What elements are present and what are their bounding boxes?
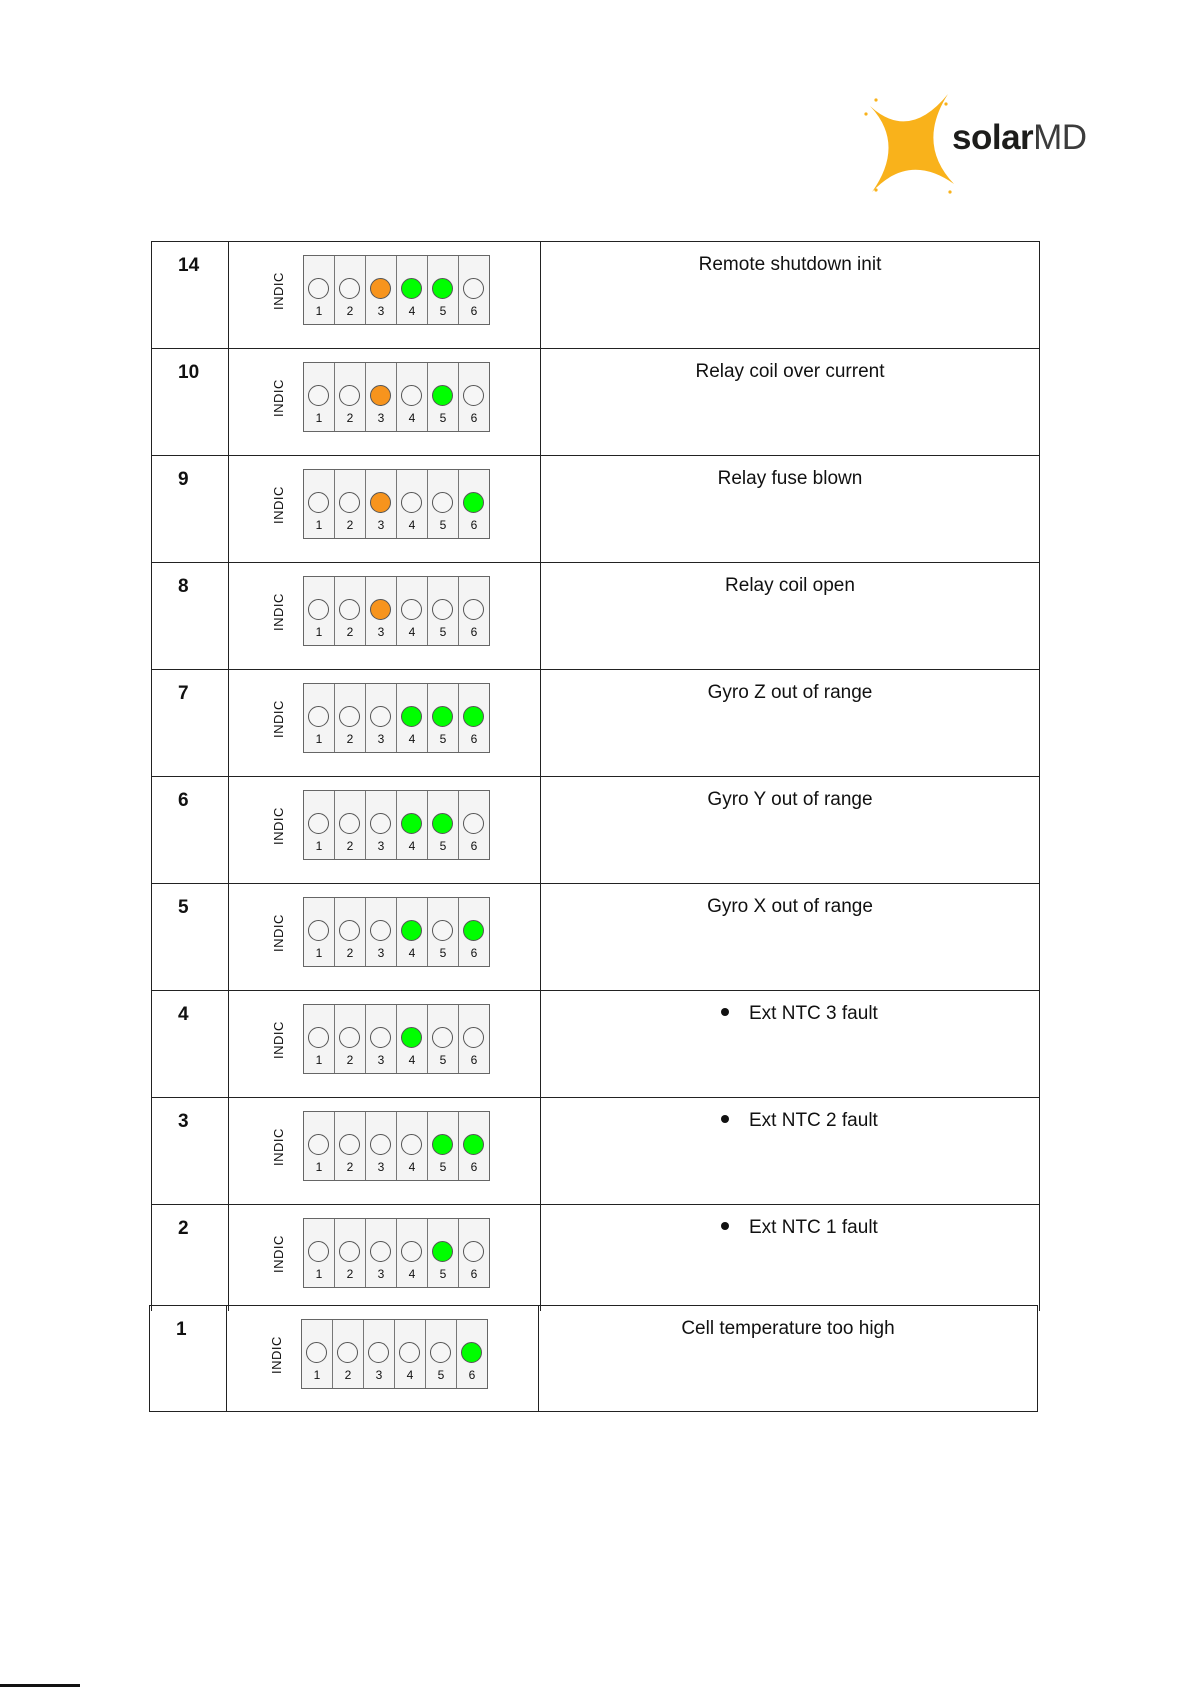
table-row	[151, 562, 1040, 669]
indicator-slot	[397, 363, 428, 431]
slot-number: 4	[408, 946, 416, 960]
fault-code: 1	[176, 1319, 187, 1340]
indicator-slot	[366, 898, 397, 966]
indicator-panel	[303, 683, 490, 753]
indicator-slot	[335, 577, 366, 645]
table-row	[151, 455, 1040, 562]
slot-number: 1	[315, 839, 323, 853]
indicator-label: INDIC	[271, 700, 286, 738]
table-row	[151, 883, 1040, 990]
slot-number: 6	[470, 518, 478, 532]
table-row	[151, 348, 1040, 455]
led-off-icon	[306, 1342, 327, 1363]
logo-word-solar: solar	[952, 118, 1034, 157]
led-off-icon	[370, 706, 391, 727]
slot-number: 3	[377, 732, 385, 746]
slot-number: 3	[377, 839, 385, 853]
fault-description: Gyro Z out of range	[707, 682, 873, 703]
led-off-icon	[339, 813, 360, 834]
indicator-label: INDIC	[271, 272, 286, 310]
led-off-icon	[339, 1241, 360, 1262]
fault-code: 8	[178, 576, 189, 597]
led-green-icon	[401, 813, 422, 834]
led-off-icon	[308, 1134, 329, 1155]
code-cell	[151, 1097, 228, 1204]
led-green-icon	[432, 1134, 453, 1155]
indicator-panel	[303, 255, 490, 325]
indicator-slot	[335, 1219, 366, 1287]
led-off-icon	[337, 1342, 358, 1363]
led-off-icon	[463, 1241, 484, 1262]
description-cell	[540, 455, 1040, 562]
slot-number: 4	[408, 304, 416, 318]
bullet-icon	[721, 1008, 729, 1016]
bullet-icon	[721, 1222, 729, 1230]
indicator-slot	[397, 1112, 428, 1180]
slot-number: 5	[439, 518, 447, 532]
led-green-icon	[463, 492, 484, 513]
led-off-icon	[401, 599, 422, 620]
indicator-slot	[366, 1112, 397, 1180]
description-cell	[540, 883, 1040, 990]
slot-number: 5	[439, 1160, 447, 1174]
indicator-slot	[304, 363, 335, 431]
indicator-slot	[397, 470, 428, 538]
indicator-label: INDIC	[269, 1336, 284, 1374]
slot-number: 1	[315, 304, 323, 318]
slot-number: 1	[315, 946, 323, 960]
slot-number: 5	[439, 304, 447, 318]
bullet-item	[721, 1003, 878, 1025]
led-off-icon	[308, 599, 329, 620]
indicator-slot	[459, 791, 489, 859]
code-cell	[151, 883, 228, 990]
indicator-slot	[428, 363, 459, 431]
indicator-slot	[304, 684, 335, 752]
indicator-slot	[459, 1005, 489, 1073]
slot-number: 2	[346, 1160, 354, 1174]
indicator-slot	[397, 577, 428, 645]
slot-number: 4	[408, 1053, 416, 1067]
table-row	[149, 1305, 1038, 1412]
indicator-slot	[304, 1005, 335, 1073]
indicator-slot	[335, 898, 366, 966]
led-off-icon	[463, 599, 484, 620]
led-green-icon	[461, 1342, 482, 1363]
led-off-icon	[463, 1027, 484, 1048]
led-off-icon	[430, 1342, 451, 1363]
code-cell	[151, 1204, 228, 1311]
indicator-cell	[228, 348, 540, 455]
table-row	[151, 669, 1040, 776]
slot-number: 5	[439, 946, 447, 960]
indicator-slot	[335, 256, 366, 324]
slot-number: 3	[375, 1368, 383, 1382]
fault-code: 14	[178, 255, 200, 276]
indicator-slot	[366, 1219, 397, 1287]
slot-number: 6	[468, 1368, 476, 1382]
led-off-icon	[432, 492, 453, 513]
indicator-slot	[459, 470, 489, 538]
led-green-icon	[401, 1027, 422, 1048]
slot-number: 4	[408, 518, 416, 532]
slot-number: 5	[439, 411, 447, 425]
indicator-slot	[366, 684, 397, 752]
fault-code: 6	[178, 790, 189, 811]
led-off-icon	[401, 1241, 422, 1262]
indicator-slot	[304, 577, 335, 645]
fault-description: Ext NTC 3 fault	[749, 1003, 878, 1024]
logo-wordmark	[952, 118, 1087, 158]
led-green-icon	[432, 813, 453, 834]
indicator-label: INDIC	[271, 1235, 286, 1273]
indicator-slot	[459, 898, 489, 966]
slot-number: 2	[346, 304, 354, 318]
code-cell	[151, 348, 228, 455]
slot-number: 3	[377, 946, 385, 960]
led-green-icon	[432, 1241, 453, 1262]
slot-number: 1	[315, 1267, 323, 1281]
slot-number: 2	[346, 946, 354, 960]
indicator-slot	[366, 577, 397, 645]
led-off-icon	[339, 920, 360, 941]
led-off-icon	[339, 278, 360, 299]
led-green-icon	[463, 706, 484, 727]
slot-number: 5	[439, 1267, 447, 1281]
fault-description: Gyro X out of range	[707, 896, 873, 917]
slot-number: 6	[470, 1160, 478, 1174]
slot-number: 6	[470, 625, 478, 639]
indicator-slot	[304, 256, 335, 324]
slot-number: 4	[408, 1160, 416, 1174]
led-green-icon	[432, 706, 453, 727]
indicator-slot	[395, 1320, 426, 1388]
indicator-panel	[303, 362, 490, 432]
indicator-slot	[304, 898, 335, 966]
led-green-icon	[401, 920, 422, 941]
indicator-slot	[366, 256, 397, 324]
indicator-slot	[459, 1219, 489, 1287]
code-cell	[151, 776, 228, 883]
indicator-label: INDIC	[271, 486, 286, 524]
code-cell	[151, 241, 228, 348]
slot-number: 4	[408, 1267, 416, 1281]
code-cell	[151, 990, 228, 1097]
led-green-icon	[401, 278, 422, 299]
led-off-icon	[370, 920, 391, 941]
indicator-slot	[333, 1320, 364, 1388]
indicator-slot	[304, 470, 335, 538]
slot-number: 1	[315, 1053, 323, 1067]
fault-description: Cell temperature too high	[681, 1318, 895, 1339]
led-off-icon	[308, 492, 329, 513]
led-orange-icon	[370, 492, 391, 513]
indicator-panel	[303, 1218, 490, 1288]
slot-number: 6	[470, 411, 478, 425]
slot-number: 2	[346, 732, 354, 746]
led-off-icon	[463, 385, 484, 406]
table-row	[151, 776, 1040, 883]
slot-number: 1	[315, 625, 323, 639]
slot-number: 3	[377, 518, 385, 532]
slot-number: 6	[470, 1267, 478, 1281]
led-green-icon	[463, 1134, 484, 1155]
description-cell	[540, 990, 1040, 1097]
indicator-slot	[335, 363, 366, 431]
bullet-item	[721, 1110, 878, 1132]
indicator-slot	[428, 470, 459, 538]
indicator-panel	[303, 1004, 490, 1074]
fault-description: Gyro Y out of range	[707, 789, 873, 810]
slot-number: 4	[408, 839, 416, 853]
led-green-icon	[463, 920, 484, 941]
description-cell	[540, 1097, 1040, 1204]
led-off-icon	[463, 813, 484, 834]
indicator-cell	[228, 241, 540, 348]
indicator-cell	[228, 883, 540, 990]
fault-description: Relay coil open	[725, 575, 855, 596]
table-row	[151, 1204, 1040, 1311]
slot-number: 1	[315, 411, 323, 425]
led-off-icon	[308, 920, 329, 941]
indicator-slot	[459, 577, 489, 645]
led-off-icon	[339, 1134, 360, 1155]
indicator-slot	[426, 1320, 457, 1388]
indicator-slot	[302, 1320, 333, 1388]
slot-number: 5	[439, 1053, 447, 1067]
slot-number: 2	[346, 839, 354, 853]
led-off-icon	[339, 492, 360, 513]
bullet-icon	[721, 1115, 729, 1123]
slot-number: 2	[346, 1267, 354, 1281]
fault-code: 3	[178, 1111, 189, 1132]
led-off-icon	[370, 1027, 391, 1048]
indicator-label: INDIC	[271, 1128, 286, 1166]
fault-code: 9	[178, 469, 189, 490]
led-off-icon	[401, 1134, 422, 1155]
led-green-icon	[401, 706, 422, 727]
indicator-panel	[303, 1111, 490, 1181]
indicator-label: INDIC	[271, 593, 286, 631]
slot-number: 5	[437, 1368, 445, 1382]
indicator-cell	[226, 1305, 538, 1412]
led-green-icon	[432, 385, 453, 406]
description-cell	[540, 348, 1040, 455]
indicator-slot	[428, 256, 459, 324]
indicator-panel	[303, 576, 490, 646]
indicator-cell	[228, 990, 540, 1097]
indicator-slot	[397, 684, 428, 752]
code-cell	[151, 455, 228, 562]
slot-number: 1	[313, 1368, 321, 1382]
slot-number: 5	[439, 625, 447, 639]
indicator-cell	[228, 562, 540, 669]
slot-number: 2	[346, 625, 354, 639]
slot-number: 3	[377, 1053, 385, 1067]
indicator-slot	[304, 1112, 335, 1180]
indicator-cell	[228, 455, 540, 562]
indicator-cell	[228, 1204, 540, 1311]
slot-number: 6	[470, 1053, 478, 1067]
slot-number: 3	[377, 1267, 385, 1281]
indicator-slot	[335, 470, 366, 538]
indicator-slot	[397, 791, 428, 859]
indicator-slot	[459, 363, 489, 431]
fault-code: 7	[178, 683, 189, 704]
indicator-panel	[303, 790, 490, 860]
description-cell	[540, 562, 1040, 669]
indicator-slot	[366, 791, 397, 859]
led-off-icon	[401, 385, 422, 406]
slot-number: 1	[315, 1160, 323, 1174]
led-off-icon	[308, 385, 329, 406]
led-orange-icon	[370, 385, 391, 406]
indicator-slot	[366, 1005, 397, 1073]
slot-number: 4	[408, 732, 416, 746]
slot-number: 1	[315, 732, 323, 746]
description-cell	[540, 1204, 1040, 1311]
slot-number: 2	[346, 1053, 354, 1067]
fault-code: 10	[178, 362, 200, 383]
indicator-slot	[366, 363, 397, 431]
indicator-panel	[303, 469, 490, 539]
indicator-slot	[397, 1005, 428, 1073]
description-cell	[540, 241, 1040, 348]
indicator-slot	[457, 1320, 487, 1388]
led-off-icon	[370, 1241, 391, 1262]
indicator-slot	[428, 1005, 459, 1073]
description-cell	[540, 776, 1040, 883]
indicator-label: INDIC	[271, 914, 286, 952]
fault-code: 5	[178, 897, 189, 918]
description-cell	[540, 669, 1040, 776]
led-off-icon	[368, 1342, 389, 1363]
indicator-slot	[459, 1112, 489, 1180]
led-off-icon	[370, 1134, 391, 1155]
slot-number: 3	[377, 1160, 385, 1174]
indicator-slot	[428, 898, 459, 966]
slot-number: 2	[346, 411, 354, 425]
indicator-slot	[428, 1219, 459, 1287]
led-orange-icon	[370, 278, 391, 299]
bullet-item	[721, 1217, 878, 1239]
slot-number: 4	[408, 411, 416, 425]
slot-number: 4	[406, 1368, 414, 1382]
indicator-panel	[303, 897, 490, 967]
indicator-slot	[459, 256, 489, 324]
led-off-icon	[308, 1027, 329, 1048]
led-off-icon	[308, 706, 329, 727]
indicator-slot	[397, 256, 428, 324]
table-row	[151, 990, 1040, 1097]
slot-number: 2	[344, 1368, 352, 1382]
slot-number: 4	[408, 625, 416, 639]
fault-description: Ext NTC 2 fault	[749, 1110, 878, 1131]
logo-word-md: MD	[1033, 118, 1087, 157]
indicator-label: INDIC	[271, 807, 286, 845]
led-off-icon	[399, 1342, 420, 1363]
led-off-icon	[308, 278, 329, 299]
led-off-icon	[339, 1027, 360, 1048]
slot-number: 6	[470, 946, 478, 960]
indicator-cell	[228, 1097, 540, 1204]
indicator-slot	[397, 898, 428, 966]
slot-number: 6	[470, 839, 478, 853]
indicator-slot	[335, 684, 366, 752]
led-orange-icon	[370, 599, 391, 620]
indicator-slot	[428, 577, 459, 645]
indicator-cell	[228, 669, 540, 776]
code-cell	[151, 669, 228, 776]
fault-code: 2	[178, 1218, 189, 1239]
slot-number: 3	[377, 304, 385, 318]
indicator-slot	[428, 791, 459, 859]
indicator-slot	[428, 1112, 459, 1180]
indicator-slot	[335, 1112, 366, 1180]
led-off-icon	[308, 813, 329, 834]
slot-number: 2	[346, 518, 354, 532]
fault-description: Ext NTC 1 fault	[749, 1217, 878, 1238]
indicator-slot	[366, 470, 397, 538]
led-off-icon	[401, 492, 422, 513]
led-off-icon	[339, 599, 360, 620]
slot-number: 1	[315, 518, 323, 532]
indicator-slot	[397, 1219, 428, 1287]
solarmd-logo	[864, 92, 1087, 196]
fault-code: 4	[178, 1004, 189, 1025]
indicator-label: INDIC	[271, 379, 286, 417]
code-cell	[151, 562, 228, 669]
led-green-icon	[432, 278, 453, 299]
led-off-icon	[432, 1027, 453, 1048]
indicator-slot	[335, 1005, 366, 1073]
slot-number: 5	[439, 732, 447, 746]
fault-description: Relay coil over current	[695, 361, 885, 382]
solarmd-star-icon	[864, 92, 954, 196]
indicator-slot	[304, 1219, 335, 1287]
slot-number: 5	[439, 839, 447, 853]
indicator-slot	[335, 791, 366, 859]
table-row	[151, 1097, 1040, 1204]
table-row	[151, 241, 1040, 348]
indicator-slot	[459, 684, 489, 752]
led-off-icon	[370, 813, 391, 834]
led-off-icon	[432, 920, 453, 941]
slot-number: 6	[470, 304, 478, 318]
fault-description: Remote shutdown init	[698, 254, 882, 275]
slot-number: 3	[377, 411, 385, 425]
indicator-slot	[304, 791, 335, 859]
led-off-icon	[432, 599, 453, 620]
led-off-icon	[339, 706, 360, 727]
led-off-icon	[339, 385, 360, 406]
code-cell	[149, 1305, 226, 1412]
indicator-slot	[428, 684, 459, 752]
indicator-label: INDIC	[271, 1021, 286, 1059]
indicator-panel	[301, 1319, 488, 1389]
description-cell	[538, 1305, 1038, 1412]
indicator-cell	[228, 776, 540, 883]
led-off-icon	[308, 1241, 329, 1262]
fault-description: Relay fuse blown	[717, 468, 863, 489]
indicator-slot	[364, 1320, 395, 1388]
slot-number: 3	[377, 625, 385, 639]
slot-number: 6	[470, 732, 478, 746]
led-off-icon	[463, 278, 484, 299]
